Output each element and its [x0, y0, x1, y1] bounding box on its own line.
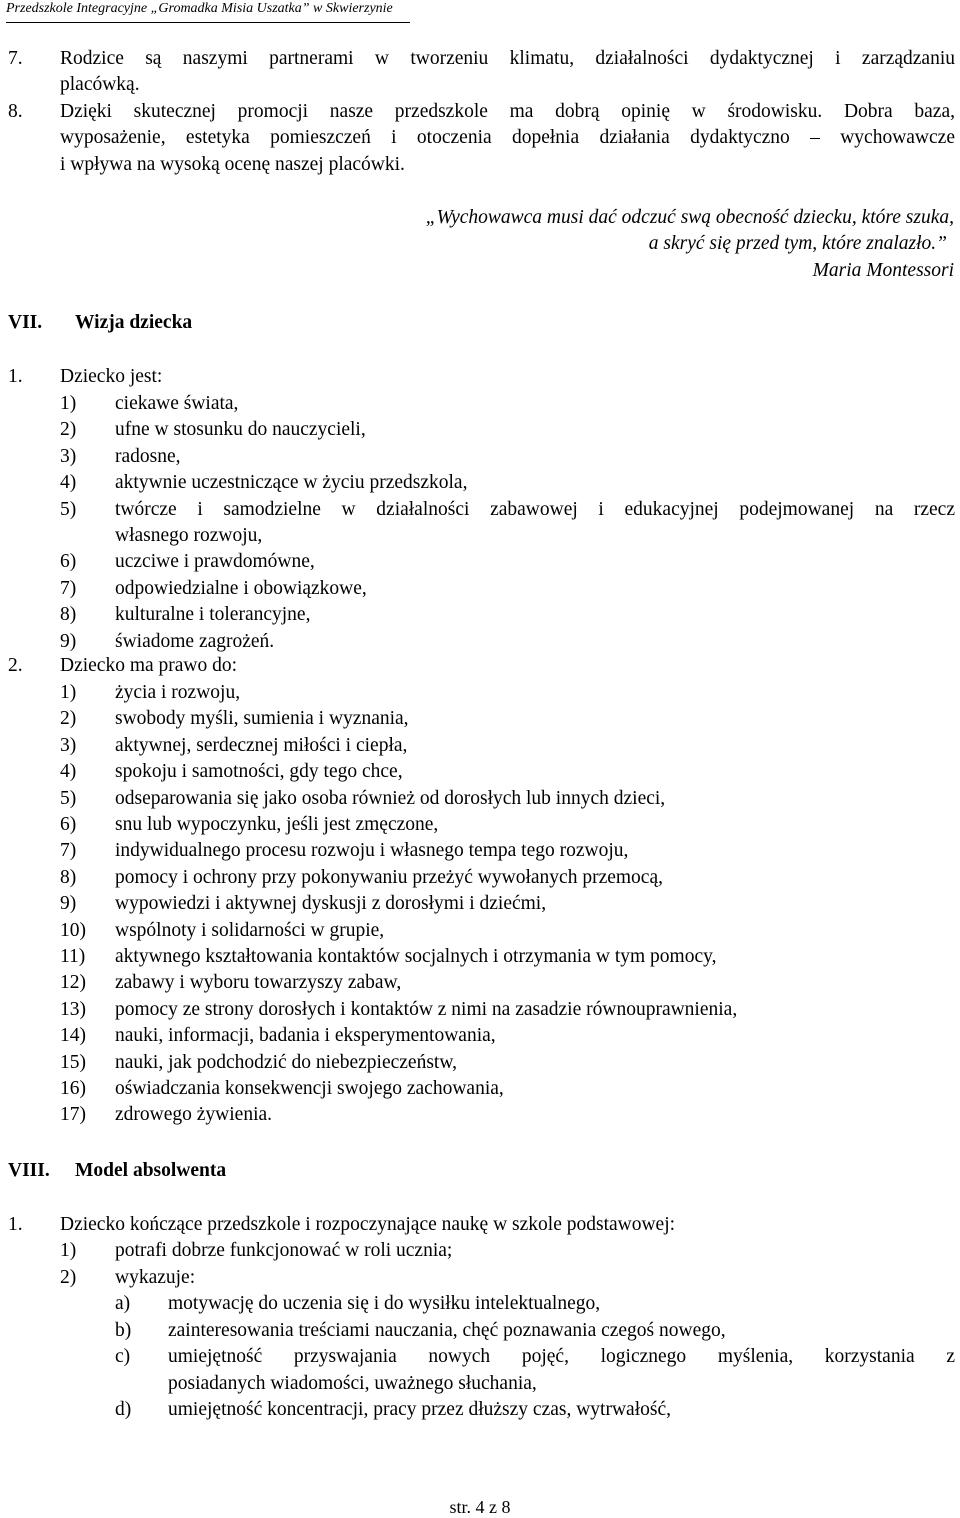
s7-p2-item-number: 1) — [60, 682, 77, 703]
s7-p1-item-number: 4) — [60, 472, 77, 494]
s8-p1-title: Dziecko kończące przedszkole i rozpoczynające naukę w szkole podstawowej: — [60, 1214, 676, 1235]
s7-p1-item-number: 9) — [60, 630, 77, 652]
s7-p2-item-number: 9) — [60, 893, 77, 915]
s7-p1-item-number: 2) — [60, 419, 77, 441]
s7-p2-item-number: 8) — [60, 866, 77, 888]
s7-p2-item-text: snu lub wypoczynku, jeśli jest zmęczone, — [115, 814, 439, 835]
s7-p1-item-text: własnego rozwoju, — [115, 525, 263, 546]
s7-p2-item-text: wypowiedzi i aktywnej dyskusji z dorosłymi i dziećmi, — [115, 893, 547, 915]
s7-p2-title: Dziecko ma prawo do: — [60, 655, 238, 676]
s7-p2-item-number: 10) — [60, 919, 86, 941]
s7-p2-number: 2. — [8, 655, 23, 676]
s8-p1-item-number: 1) — [60, 1240, 77, 1261]
section-7-roman: VII. — [8, 312, 43, 333]
s7-p2-item-text: indywidualnego procesu rozwoju i własnego tempa tego rozwoju, — [115, 840, 629, 862]
s8-sub-item-number: b) — [115, 1319, 132, 1341]
s7-p2-item-text: oświadczania konsekwencji swojego zachowania, — [115, 1078, 504, 1099]
s7-p1-item-number: 6) — [60, 551, 77, 573]
s8-sub-item-number: c) — [115, 1346, 131, 1368]
s7-p2-item-number: 12) — [60, 972, 86, 994]
s7-p1-item-text: świadome zagrożeń. — [115, 630, 275, 652]
s7-p2-item-number: 14) — [60, 1025, 86, 1047]
s7-p1-item-text: twórcze i samodzielne w działalności zabawowej i edukacyjnej podejmowanej na rzecz — [115, 498, 955, 520]
s8-p1-item-text: wykazuje: — [115, 1266, 196, 1288]
s7-p1-item-text: ufne w stosunku do nauczycieli, — [115, 419, 366, 441]
s7-p2-item-number: 16) — [60, 1078, 86, 1099]
s7-p2-item-text: wspólnoty i solidarności w grupie, — [115, 919, 385, 941]
s7-p2-item-number: 15) — [60, 1051, 86, 1073]
s8-sub-item-number: a) — [115, 1293, 131, 1314]
s7-p2-item-number: 3) — [60, 734, 77, 756]
s7-p1-item-text: radosne, — [115, 445, 181, 467]
s7-p2-item-text: spokoju i samotności, gdy tego chce, — [115, 761, 403, 783]
item-8-line-1: Dzięki skutecznej promocji nasze przedszkole ma dobrą opinię w środowisku. Dobra baza, — [60, 101, 955, 122]
s7-p1-item-number: 8) — [60, 604, 77, 626]
s7-p2-item-text: odseparowania się jako osoba również od dorosłych lub innych dzieci, — [115, 787, 666, 809]
item-7-number: 7. — [8, 48, 23, 69]
s7-p1-item-number: 5) — [60, 498, 77, 520]
s8-p1-item-number: 2) — [60, 1266, 77, 1288]
s8-sub-item-text: zainteresowania treściami nauczania, chęć poznawania czegoś nowego, — [168, 1319, 726, 1341]
page-header — [6, 0, 410, 23]
s7-p1-item-number: 1) — [60, 393, 77, 414]
s7-p1-item-number: 3) — [60, 445, 77, 467]
s7-p2-item-number: 6) — [60, 814, 77, 835]
item-8-line-3: i wpływa na wysoką ocenę naszej placówki. — [60, 154, 405, 175]
s7-p2-item-text: zdrowego żywienia. — [115, 1104, 273, 1126]
header-text: Przedszkole Integracyjne „Gromadka Misia Uszatka” w Skwierzynie — [6, 1, 393, 16]
s8-sub-item-text: posiadanych wiadomości, uważnego słuchania, — [168, 1372, 537, 1394]
item-7-line-2: placówką. — [60, 74, 140, 95]
quote-line-1: „Wychowawca musi dać odczuć swą obecność dziecku, które szuka, — [425, 207, 954, 228]
s7-p2-item-number: 2) — [60, 708, 77, 730]
s8-sub-item-text: umiejętność koncentracji, pracy przez dłuższy czas, wytrwałość, — [168, 1399, 671, 1421]
s7-p2-item-text: nauki, informacji, badania i eksperymentowania, — [115, 1025, 496, 1047]
s7-p1-item-text: ciekawe świata, — [115, 393, 239, 414]
s7-p2-item-text: życia i rozwoju, — [115, 682, 241, 703]
s7-p2-item-number: 13) — [60, 998, 86, 1020]
s7-p2-item-text: pomocy ze strony dorosłych i kontaktów z nimi na zasadzie równouprawnienia, — [115, 998, 738, 1020]
s7-p2-item-text: aktywnej, serdecznej miłości i ciepła, — [115, 734, 408, 756]
s7-p2-item-number: 4) — [60, 761, 77, 783]
s7-p1-item-text: uczciwe i prawdomówne, — [115, 551, 315, 573]
section-8-title: Model absolwenta — [75, 1160, 227, 1181]
s7-p2-item-text: aktywnego kształtowania kontaktów socjalnych i otrzymania w tym pomocy, — [115, 946, 717, 967]
s8-p1-number: 1. — [8, 1214, 23, 1235]
s7-p2-item-number: 17) — [60, 1104, 86, 1126]
s7-p1-item-text: aktywnie uczestniczące w życiu przedszkola, — [115, 472, 468, 494]
s8-sub-item-number: d) — [115, 1399, 132, 1421]
s8-p1-item-text: potrafi dobrze funkcjonować w roli ucznia; — [115, 1240, 453, 1261]
s7-p1-number: 1. — [8, 366, 23, 387]
s7-p2-item-text: pomocy i ochrony przy pokonywaniu przeżyć wywołanych przemocą, — [115, 866, 663, 888]
page-footer: str. 4 z 8 — [449, 1497, 511, 1517]
s7-p1-item-text: odpowiedzialne i obowiązkowe, — [115, 577, 367, 599]
s7-p2-item-text: swobody myśli, sumienia i wyznania, — [115, 708, 409, 730]
section-8-roman: VIII. — [8, 1160, 50, 1181]
quote-author: Maria Montessori — [812, 260, 954, 281]
item-7-line-1: Rodzice są naszymi partnerami w tworzeniu klimatu, działalności dydaktycznej i zarządzaniu — [60, 48, 955, 69]
s7-p2-item-text: zabawy i wyboru towarzyszy zabaw, — [115, 972, 402, 994]
s8-sub-item-text: umiejętność przyswajania nowych pojęć, logicznego myślenia, korzystania z — [168, 1346, 955, 1368]
s7-p1-item-number: 7) — [60, 577, 77, 599]
s7-p2-item-number: 11) — [60, 946, 86, 967]
s7-p2-item-number: 5) — [60, 787, 77, 809]
s7-p2-item-text: nauki, jak podchodzić do niebezpieczeństw, — [115, 1051, 458, 1073]
item-8-number: 8. — [8, 101, 23, 122]
quote-line-2: a skryć się przed tym, które znalazło.” — [648, 233, 947, 254]
s7-p1-title: Dziecko jest: — [60, 366, 163, 387]
s8-sub-item-text: motywację do uczenia się i do wysiłku intelektualnego, — [168, 1293, 601, 1314]
item-8-line-2: wyposażenie, estetyka pomieszczeń i otoczenia dopełnia działania dydaktyczno – wychowawcze — [60, 127, 955, 148]
s7-p1-item-text: kulturalne i tolerancyjne, — [115, 604, 311, 626]
section-7-title: Wizja dziecka — [75, 312, 193, 333]
s7-p2-item-number: 7) — [60, 840, 77, 862]
